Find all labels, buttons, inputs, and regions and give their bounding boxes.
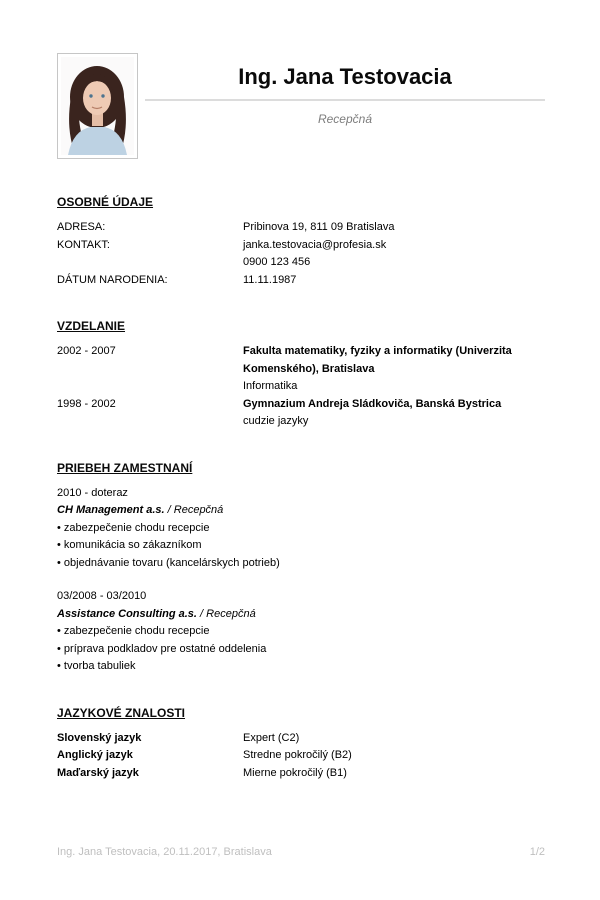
education-school: Gymnazium Andreja Sládkoviča, Banská Bystrica	[243, 397, 502, 410]
field-label-birthdate: DÁTUM NARODENIA:	[57, 273, 168, 286]
education-entry	[243, 396, 545, 431]
contact-phone: 0900 123 456	[243, 256, 311, 268]
section-heading-languages: JAZYKOVÉ ZNALOSTI	[57, 705, 186, 720]
job-title-line	[57, 502, 545, 520]
job-position: / Recepčná	[164, 504, 224, 516]
job-entry	[57, 485, 545, 573]
field-label-address: ADRESA:	[57, 221, 106, 233]
section-heading-employment: PRIEBEH ZAMESTNANÍ	[57, 460, 193, 475]
education-field: cudzie jazyky	[243, 415, 309, 427]
cv-content	[57, 0, 545, 782]
education-table	[57, 343, 545, 431]
job-subtitle: Recepčná	[317, 112, 373, 126]
languages-table	[57, 730, 545, 783]
job-duty: • objednávanie tovaru (kancelárskych potrieb)	[57, 555, 545, 573]
footer-signature: Ing. Jana Testovacia, 20.11.2017, Bratislava	[57, 846, 272, 858]
page-footer	[57, 845, 545, 859]
field-value-birthdate: 11.11.1987	[243, 273, 297, 286]
education-school: Fakulta matematiky, fyziky a informatiky (Univerzita Komenského), Bratislava	[243, 345, 512, 375]
job-title-line	[57, 606, 545, 624]
section-personal-details	[57, 195, 545, 289]
page-title: Ing. Jana Testovacia	[238, 64, 452, 89]
language-level: Expert (C2)	[243, 731, 300, 744]
section-education	[57, 319, 545, 431]
section-heading-personal: OSOBNÉ ÚDAJE	[57, 195, 154, 209]
education-period: 1998 - 2002	[57, 397, 116, 410]
profile-photo	[57, 53, 138, 159]
education-period: 2002 - 2007	[57, 345, 116, 357]
language-level: Stredne pokročilý (B2)	[243, 749, 352, 761]
job-duty: • zabezpečenie chodu recepcie	[57, 520, 545, 538]
job-employer: Assistance Consulting a.s.	[57, 607, 197, 620]
job-entry	[57, 588, 545, 676]
education-entry	[243, 343, 545, 396]
header-main	[145, 0, 545, 127]
personal-details-table	[57, 219, 545, 289]
cv-header	[57, 0, 545, 160]
field-value-contact	[243, 237, 545, 272]
language-name: Slovenský jazyk	[57, 731, 142, 744]
field-value-address: Pribinova 19, 811 09 Bratislava	[243, 221, 395, 233]
section-heading-education: VZDELANIE	[57, 319, 126, 333]
title-divider	[145, 99, 545, 101]
job-duty: • príprava podkladov pre ostatné oddelenia	[57, 641, 545, 659]
field-label-contact: KONTAKT:	[57, 238, 110, 251]
section-languages	[57, 706, 545, 783]
contact-email: janka.testovacia@profesia.sk	[243, 238, 387, 251]
footer-page-number: 1/2	[529, 846, 545, 858]
education-field: Informatika	[243, 380, 298, 392]
job-position: / Recepčná	[196, 607, 256, 620]
section-employment	[57, 461, 545, 676]
job-duty: • komunikácia so zákazníkom	[57, 537, 545, 555]
job-period: 2010 - doteraz	[57, 486, 128, 499]
job-employer: CH Management a.s.	[57, 504, 165, 516]
language-level: Mierne pokročilý (B1)	[243, 766, 347, 779]
language-name: Maďarský jazyk	[57, 766, 139, 779]
job-duty: • zabezpečenie chodu recepcie	[57, 623, 545, 641]
job-period: 03/2008 - 03/2010	[57, 590, 147, 602]
profile-photo-image	[61, 57, 134, 155]
language-name: Anglický jazyk	[57, 749, 133, 761]
job-duty: • tvorba tabuliek	[57, 658, 545, 676]
